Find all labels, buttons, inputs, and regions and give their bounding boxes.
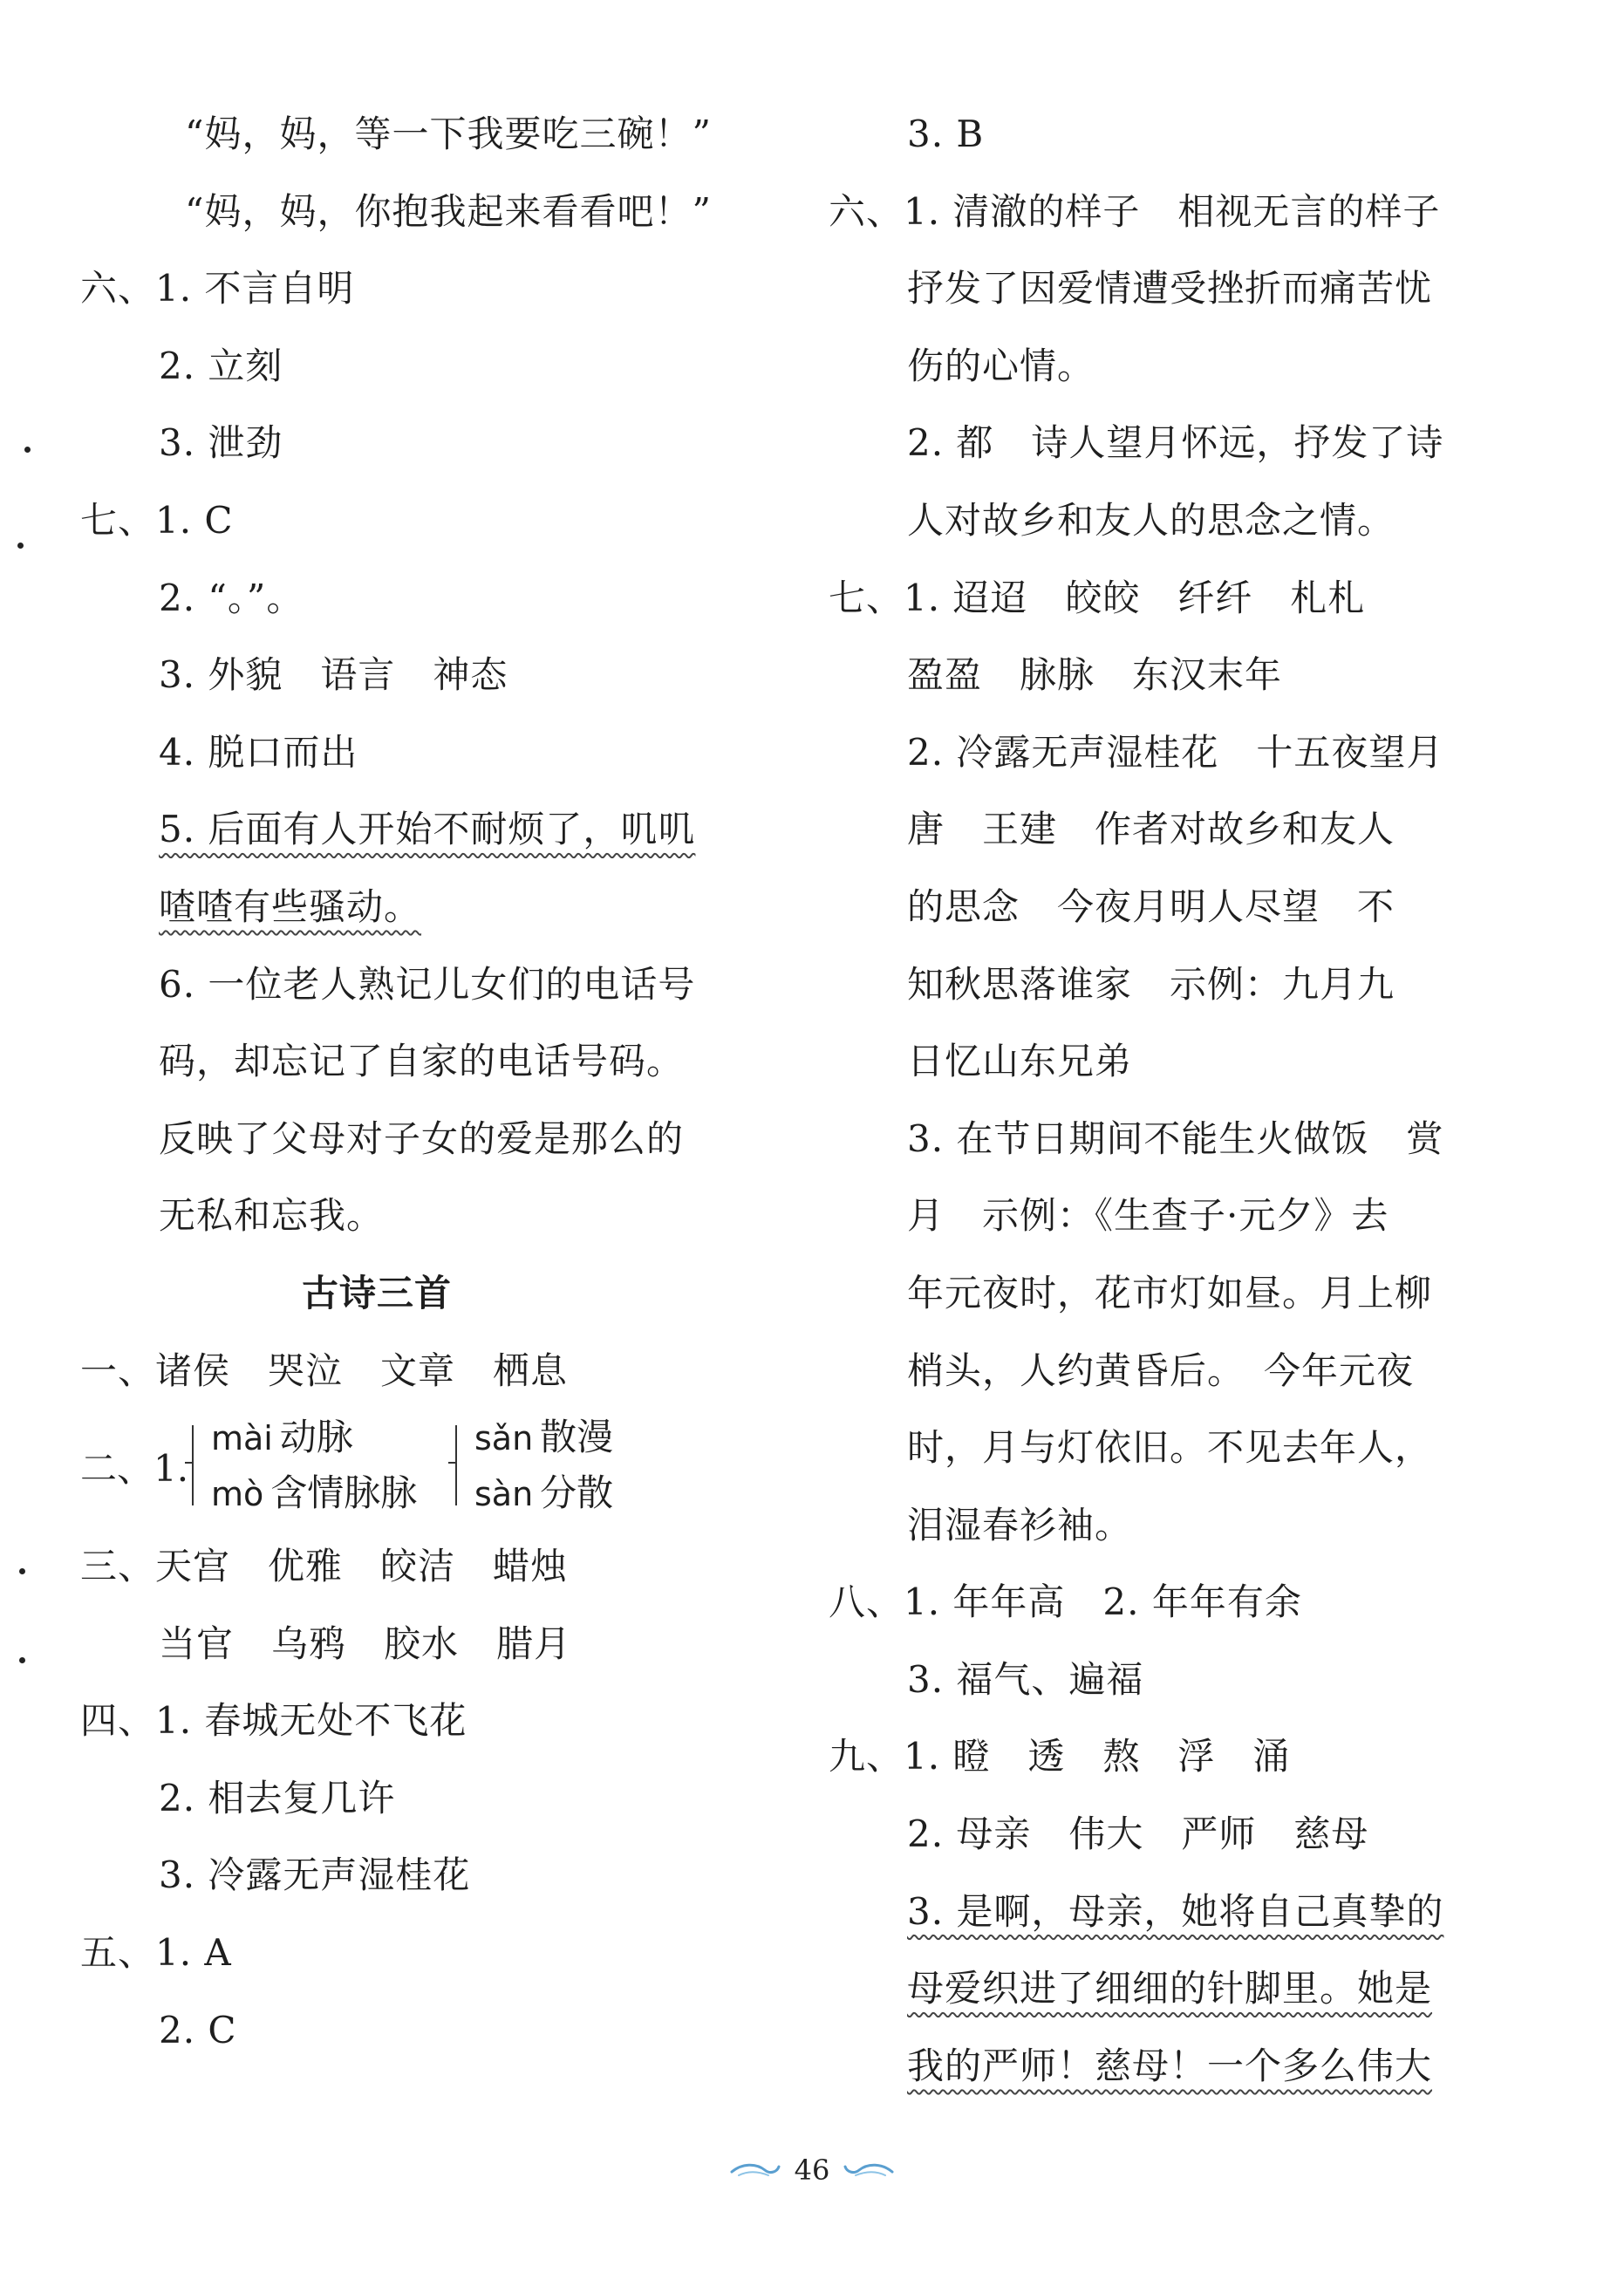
- scan-speck: [17, 543, 24, 549]
- answer-line: 七、1. 迢迢 皎皎 纤纤 札札: [829, 576, 1366, 619]
- answer-line: 反映了父母对子女的爱是那么的: [159, 1116, 685, 1160]
- page-number: 46: [794, 2154, 830, 2187]
- scan-speck: [19, 1657, 25, 1663]
- answer-line: 的思念 今夜月明人尽望 不: [907, 884, 1395, 928]
- page-footer: [0, 2144, 1624, 2196]
- answer-line: 一、诸侯 哭泣 文章 栖息: [80, 1348, 569, 1392]
- answer-line: 九、1. 瞪 透 熬 浮 涌: [829, 1735, 1291, 1778]
- brace-icon: [192, 1425, 202, 1505]
- answer-line: 6. 一位老人熟记儿女们的电话号: [159, 962, 696, 1006]
- answer-line: 四、1. 春城无处不飞花: [80, 1699, 467, 1743]
- pinyin-item: sàn 分散: [474, 1471, 614, 1515]
- answer-line: 七、1. C: [80, 498, 234, 542]
- answer-line: [829, 1874, 1465, 1951]
- answer-line: 泪湿春衫袖。: [907, 1503, 1133, 1546]
- answer-line: 3. 冷露无声湿桂花: [159, 1853, 471, 1897]
- brace-icon: [455, 1425, 466, 1505]
- answer-line: 月 示例：《生查子·元夕》去: [907, 1194, 1389, 1238]
- answer-line: [829, 1950, 1465, 2028]
- answer-line: 2. 立刻: [159, 344, 283, 387]
- answer-line: 当官 乌鸦 胶水 腊月: [159, 1621, 572, 1665]
- answer-line: [80, 791, 743, 869]
- answer-line: 五、1. A: [80, 1931, 232, 1975]
- scan-speck: [24, 447, 31, 453]
- answer-line: 六、1. 不言自明: [80, 267, 355, 311]
- answer-line: 3. 在节日期间不能生火做饭 赏: [907, 1116, 1444, 1160]
- answer-line: 日忆山东兄弟: [907, 1040, 1133, 1083]
- section-title: 古诗三首: [301, 1271, 452, 1314]
- answer-line: 八、1. 年年高 2. 年年有余: [829, 1580, 1302, 1624]
- answer-line: 人对故乡和友人的思念之情。: [907, 498, 1395, 542]
- underlined-sentence: 我的严师！慈母！一个多么伟大: [907, 2044, 1433, 2087]
- left-wave-ornament-icon: [730, 2160, 781, 2181]
- pinyin-item: sǎn 散漫: [474, 1416, 614, 1459]
- answer-line: 2. “。”。: [159, 576, 304, 619]
- answer-line: 唐 王建 作者对故乡和友人: [907, 808, 1395, 851]
- answer-line: [80, 869, 743, 946]
- answer-line: 年元夜时，花市灯如昼。月上柳: [907, 1271, 1433, 1314]
- answer-line: 3. 泄劲: [159, 421, 283, 465]
- scan-speck: [19, 1568, 25, 1574]
- answer-line: 梢头，人约黄昏后。 今年元夜: [907, 1348, 1415, 1392]
- question-label: 二、1.: [80, 1447, 189, 1491]
- answer-line: 伤的心情。: [907, 344, 1095, 387]
- underlined-sentence: 母爱织进了细细的针脚里。她是: [907, 1967, 1433, 2010]
- answer-line: 2. 相去复几许: [159, 1776, 396, 1819]
- answer-line: 三、天宫 优雅 皎洁 蜡烛: [80, 1545, 569, 1588]
- answer-line: 码，却忘记了自家的电话号码。: [159, 1040, 685, 1083]
- answer-line: 3. 福气、遍福: [907, 1657, 1144, 1701]
- right-wave-ornament-icon: [843, 2160, 894, 2181]
- right-column: [829, 96, 1465, 2105]
- answer-line: 2. 都 诗人望月怀远，抒发了诗: [907, 421, 1444, 465]
- underlined-sentence: 3. 是啊，母亲，她将自己真挚的: [907, 1889, 1444, 1933]
- pinyin-item: mò 含情脉脉: [211, 1471, 418, 1515]
- answer-line: 2. C: [159, 2008, 237, 2051]
- answer-line: 抒发了因爱情遭受挫折而痛苦忧: [907, 267, 1433, 311]
- answer-line: “妈，妈，你抱我起来看看吧！”: [185, 189, 712, 233]
- answer-line: 2. 冷露无声湿桂花 十五夜望月: [907, 730, 1444, 774]
- answer-line: 2. 母亲 伟大 严师 慈母: [907, 1812, 1369, 1856]
- answer-line: 六、1. 清澈的样子 相视无言的样子: [829, 189, 1441, 233]
- left-column: [80, 96, 743, 2069]
- answer-line: 无私和忘我。: [159, 1194, 385, 1238]
- underlined-sentence: 喳喳有些骚动。: [159, 884, 422, 928]
- answer-line: 3. B: [907, 113, 985, 155]
- answer-line: [829, 2028, 1465, 2106]
- pinyin-item: mài 动脉: [211, 1416, 353, 1459]
- answer-line: “妈，妈，等一下我要吃三碗！”: [185, 113, 712, 155]
- answer-line: 3. 外貌 语言 神态: [159, 653, 508, 697]
- pinyin-brace-question: [80, 1410, 743, 1528]
- answer-line: 4. 脱口而出: [159, 730, 358, 774]
- answer-line: 时，月与灯依旧。不见去年人，: [907, 1426, 1433, 1470]
- underlined-sentence: 5. 后面有人开始不耐烦了，叽叽: [159, 808, 696, 851]
- answer-line: 盈盈 脉脉 东汉末年: [907, 653, 1283, 697]
- answer-line: 知秋思落谁家 示例：九月九: [907, 962, 1395, 1006]
